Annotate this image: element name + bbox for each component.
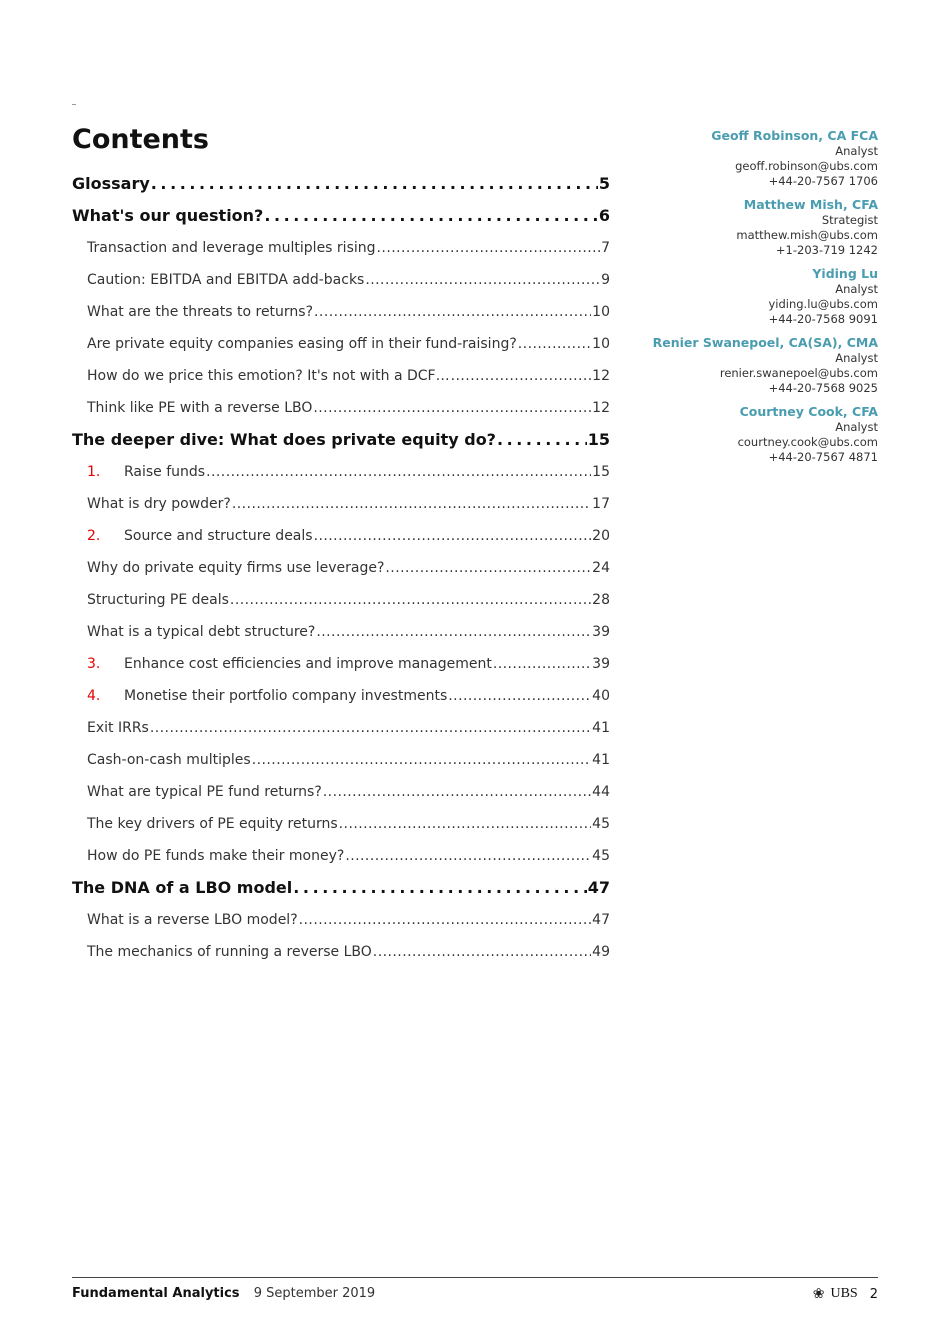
toc-subsection-entry[interactable] (72, 456, 610, 488)
toc-dot-leader (314, 296, 591, 328)
table-of-contents (72, 122, 610, 968)
toc-subsection-entry[interactable] (72, 712, 610, 744)
toc-dot-leader (497, 424, 587, 456)
author-name: Geoff Robinson, CA FCA (711, 128, 878, 143)
toc-dot-leader (293, 872, 586, 904)
toc-entry-number: 1. (87, 464, 101, 480)
toc-entry-title: Exit IRRs (87, 720, 149, 736)
author-role: Strategist (821, 213, 878, 227)
toc-dot-leader (299, 904, 592, 936)
toc-section-entry[interactable] (72, 200, 610, 232)
toc-entry-page: 44 (592, 784, 610, 800)
author-phone: +44-20-7568 9091 (768, 312, 878, 326)
author-phone: +44-20-7567 4871 (768, 450, 878, 464)
toc-entry-title: How do we price this emotion? It's not with a DCF… (87, 368, 450, 384)
toc-dot-leader (232, 488, 591, 520)
toc-entry-title: The key drivers of PE equity returns (87, 816, 338, 832)
toc-subsection-entry[interactable] (72, 680, 610, 712)
toc-dot-leader (385, 552, 591, 584)
toc-entry-title: Cash-on-cash multiples (87, 752, 251, 768)
author-role: Analyst (835, 420, 878, 434)
toc-entry-page: 41 (592, 752, 610, 768)
toc-entry-title: Glossary (72, 174, 150, 193)
toc-entry-page: 39 (592, 656, 610, 672)
author-role: Analyst (835, 282, 878, 296)
toc-subsection-entry[interactable] (72, 744, 610, 776)
toc-entry-title: The DNA of a LBO model (72, 878, 293, 897)
toc-entry-page: 41 (592, 720, 610, 736)
toc-subsection-entry[interactable] (72, 840, 610, 872)
toc-entry-page: 15 (592, 464, 610, 480)
author-phone: +44-20-7567 1706 (768, 174, 878, 188)
toc-entry-page: 28 (592, 592, 610, 608)
toc-dot-leader (230, 584, 591, 616)
toc-entry-title: Caution: EBITDA and EBITDA add-backs (87, 272, 365, 288)
author-email[interactable]: courtney.cook@ubs.com (737, 435, 878, 449)
toc-entry-page: 20 (592, 528, 610, 544)
author-block (638, 335, 878, 396)
author-email[interactable]: geoff.robinson@ubs.com (735, 159, 878, 173)
page-footer (72, 1286, 878, 1306)
toc-subsection-entry[interactable] (72, 552, 610, 584)
toc-entry-page: 10 (592, 336, 610, 352)
toc-entry-page: 5 (598, 174, 610, 193)
toc-subsection-entry[interactable] (72, 648, 610, 680)
toc-entry-title: What is a reverse LBO model? (87, 912, 298, 928)
author-name: Renier Swanepoel, CA(SA), CMA (652, 335, 878, 350)
author-list (638, 128, 878, 473)
toc-subsection-entry[interactable] (72, 488, 610, 520)
author-email[interactable]: renier.swanepoel@ubs.com (719, 366, 878, 380)
toc-entry-title: The deeper dive: What does private equity do? (72, 430, 496, 449)
toc-entry-page: 12 (592, 368, 610, 384)
toc-dot-leader (373, 936, 591, 968)
toc-entry-title: What are the threats to returns? (87, 304, 314, 320)
toc-section-entry[interactable] (72, 872, 610, 904)
toc-subsection-entry[interactable] (72, 232, 610, 264)
author-name: Yiding Lu (812, 266, 878, 281)
toc-entry-title: Are private equity companies easing off in their fund-raising? (87, 336, 517, 352)
toc-entry-page: 47 (587, 878, 610, 897)
toc-dot-leader (493, 648, 591, 680)
author-name: Matthew Mish, CFA (743, 197, 878, 212)
toc-dot-leader (365, 264, 600, 296)
toc-entry-number: 3. (87, 656, 101, 672)
report-name: Fundamental Analytics (72, 1286, 240, 1301)
report-date: 9 September 2019 (253, 1286, 376, 1301)
toc-entry-page: 40 (592, 688, 610, 704)
toc-subsection-entry[interactable] (72, 616, 610, 648)
toc-entry-page: 45 (592, 816, 610, 832)
toc-dot-leader (316, 616, 591, 648)
author-role: Analyst (835, 351, 878, 365)
toc-entry-page: 7 (601, 240, 610, 256)
footer-divider (72, 1277, 878, 1278)
toc-dot-leader (264, 200, 598, 232)
toc-subsection-entry[interactable] (72, 776, 610, 808)
toc-entry-page: 12 (592, 400, 610, 416)
contents-heading: Contents (72, 124, 210, 155)
toc-entry-page: 6 (598, 206, 610, 225)
toc-dot-leader (151, 168, 598, 200)
toc-dot-leader (314, 520, 592, 552)
toc-dot-leader (150, 712, 591, 744)
toc-entry-title: What are typical PE fund returns? (87, 784, 322, 800)
toc-entry-title: Raise funds (124, 464, 206, 480)
author-email[interactable]: yiding.lu@ubs.com (768, 297, 878, 311)
toc-entry-title: Structuring PE deals (87, 592, 229, 608)
toc-dot-leader (323, 776, 591, 808)
author-phone: +1-203-719 1242 (775, 243, 878, 257)
toc-dot-leader (252, 744, 591, 776)
toc-entry-title: What's our question? (72, 206, 264, 225)
ubs-keys-icon: ❀ (812, 1286, 825, 1302)
toc-subsection-entry[interactable] (72, 936, 610, 968)
toc-dot-leader (339, 808, 592, 840)
author-email[interactable]: matthew.mish@ubs.com (736, 228, 878, 242)
toc-entry-page: 15 (587, 430, 610, 449)
toc-subsection-entry[interactable] (72, 392, 610, 424)
toc-entry-title: Monetise their portfolio company investments (124, 688, 448, 704)
toc-entry-title: What is a typical debt structure? (87, 624, 316, 640)
toc-list (72, 168, 610, 968)
toc-dot-leader (377, 232, 601, 264)
toc-subsection-entry[interactable] (72, 360, 610, 392)
toc-entry-page: 24 (592, 560, 610, 576)
toc-dot-leader (448, 680, 591, 712)
author-phone: +44-20-7568 9025 (768, 381, 878, 395)
toc-entry-page: 39 (592, 624, 610, 640)
toc-entry-page: 17 (592, 496, 610, 512)
toc-subsection-entry[interactable] (72, 520, 610, 552)
toc-entry-title: How do PE funds make their money? (87, 848, 345, 864)
toc-entry-page: 47 (592, 912, 610, 928)
toc-entry-page: 49 (592, 944, 610, 960)
toc-subsection-entry[interactable] (72, 808, 610, 840)
toc-section-entry[interactable] (72, 168, 610, 200)
toc-entry-title: Transaction and leverage multiples rising (87, 240, 376, 256)
author-block (638, 404, 878, 465)
toc-entry-page: 10 (592, 304, 610, 320)
author-block (638, 197, 878, 258)
toc-entry-title: Enhance cost efficiencies and improve management (124, 656, 492, 672)
toc-dot-leader (313, 392, 591, 424)
author-role: Analyst (835, 144, 878, 158)
toc-subsection-entry[interactable] (72, 264, 610, 296)
ubs-logo-text: UBS (830, 1286, 858, 1301)
author-block (638, 128, 878, 189)
toc-dot-leader (518, 328, 591, 360)
toc-subsection-entry[interactable] (72, 328, 610, 360)
toc-entry-number: 4. (87, 688, 101, 704)
toc-entry-title: The mechanics of running a reverse LBO (87, 944, 372, 960)
toc-entry-number: 2. (87, 528, 101, 544)
header-mark (72, 104, 76, 105)
author-block (638, 266, 878, 327)
toc-entry-title: Why do private equity firms use leverage? (87, 560, 385, 576)
toc-entry-title: Think like PE with a reverse LBO (87, 400, 313, 416)
toc-entry-page: 9 (601, 272, 610, 288)
toc-subsection-entry[interactable] (72, 904, 610, 936)
author-name: Courtney Cook, CFA (739, 404, 878, 419)
toc-section-entry[interactable] (72, 424, 610, 456)
toc-entry-title: Source and structure deals (124, 528, 313, 544)
page-number: 2 (869, 1286, 878, 1302)
toc-subsection-entry[interactable] (72, 296, 610, 328)
toc-dot-leader (206, 456, 591, 488)
toc-subsection-entry[interactable] (72, 584, 610, 616)
toc-entry-page: 45 (592, 848, 610, 864)
toc-entry-title: What is dry powder? (87, 496, 231, 512)
toc-dot-leader (345, 840, 591, 872)
toc-dot-leader (451, 360, 592, 392)
